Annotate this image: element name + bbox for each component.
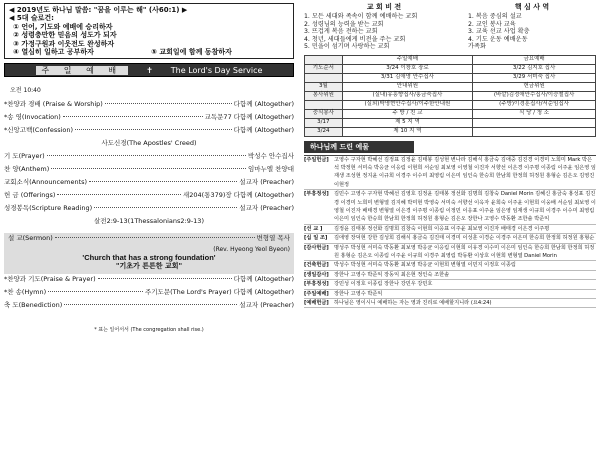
goal-item: ③ 가정구원과 이웃전도 완성하자 bbox=[13, 39, 115, 48]
goal-row bbox=[13, 23, 289, 31]
order-item-leader: 설교자 (Preacher) bbox=[239, 301, 294, 310]
cross-icon: ✝ bbox=[146, 65, 153, 75]
core-item: 4. 기도 운동 예배운동 bbox=[468, 35, 528, 43]
order-item-leader: 주기도문(The Lord's Prayer) 다함께 (Altogether) bbox=[144, 288, 294, 297]
goal-row bbox=[13, 40, 289, 48]
leader-dots bbox=[47, 155, 246, 156]
duty-cell: 기도순서 bbox=[305, 64, 343, 73]
offering-row bbox=[304, 271, 596, 280]
order-section-3 bbox=[4, 276, 294, 315]
standing-note: * 표는 일어서서 (The congregation shall rise.) bbox=[94, 327, 204, 334]
order-item bbox=[4, 205, 294, 218]
offering-category: [건축헌금] bbox=[304, 262, 329, 269]
core-item: 2. 교인 봉사 교육 bbox=[468, 20, 516, 28]
duty-cell bbox=[305, 55, 343, 64]
offering-row bbox=[304, 225, 596, 234]
preacher-name: 변형열 목사 bbox=[256, 233, 290, 242]
offering-list bbox=[304, 155, 596, 309]
duty-row bbox=[305, 100, 596, 109]
order-item-name: 헌 금 (Offerings) bbox=[4, 190, 56, 199]
offering-row bbox=[304, 261, 596, 270]
order-item-name: *신앙고백(Confession) bbox=[4, 125, 74, 134]
offering-names: 하나님은 영이시니 예배하는 자는 영과 진리로 예배할지니라 (요4:24) bbox=[334, 300, 492, 307]
core-ministry bbox=[468, 3, 596, 51]
church-vision bbox=[304, 3, 464, 51]
leader-dots bbox=[94, 207, 237, 208]
offering-row bbox=[304, 299, 596, 308]
leader-dots bbox=[63, 116, 203, 117]
order-item bbox=[4, 101, 294, 114]
sermon-title-en: 'Church that has a strong foundation' bbox=[82, 252, 216, 262]
order-item-leader: 박성수 안수집사 bbox=[247, 151, 294, 160]
order-section-2 bbox=[4, 153, 294, 218]
leader-dots bbox=[98, 278, 232, 279]
offering-category: [생일감사] bbox=[304, 271, 329, 278]
vision-item: 1. 모든 세대와 족속이 함께 예배하는 교회 bbox=[304, 13, 418, 21]
offering-names: 장한나 고영수 박준익 bbox=[334, 290, 383, 297]
leader-dots bbox=[105, 103, 232, 104]
offering-row bbox=[304, 290, 596, 299]
preacher-name-en: (Rev. Hyeong Yeol Byeon) bbox=[213, 245, 290, 253]
order-item bbox=[4, 192, 294, 205]
order-item-name: 찬 양(Anthem) bbox=[4, 164, 50, 173]
banner-english-title: The Lord's Day Service bbox=[170, 65, 263, 75]
duty-cell bbox=[305, 73, 343, 82]
order-item-name: *찬 송(Hymn) bbox=[4, 288, 47, 297]
order-item-name: 교회소식(Announcements) bbox=[4, 177, 88, 186]
order-item-name: 기 도(Prayer) bbox=[4, 151, 45, 160]
duty-cell: 3/17 bbox=[305, 118, 343, 127]
leader-dots bbox=[51, 168, 246, 169]
annual-theme-box bbox=[4, 3, 294, 59]
offering-names: 김정윤 김태봉 정선화 김명희 김창숙 이현희 이응표 이주윤 최보영 이진자 배태경 이은경 이주평 bbox=[334, 225, 550, 232]
worship-banner bbox=[4, 63, 294, 77]
goal-item: ⑤ 교회일에 함께 동참하자 bbox=[151, 47, 232, 56]
duty-cell: 3/22 김지호 집사 bbox=[473, 64, 596, 73]
duty-row bbox=[305, 91, 596, 100]
duty-row bbox=[305, 64, 596, 73]
order-item-name: *찬양과 경배 (Praise & Worship) bbox=[4, 99, 103, 108]
leader-dots bbox=[64, 304, 237, 305]
goal-item bbox=[151, 23, 289, 31]
duty-cell: 금요예배 bbox=[473, 55, 596, 64]
order-item-leader: 다함께 (Altogether) bbox=[233, 275, 294, 284]
order-item-leader: 교독문77 다함께 (Altogether) bbox=[204, 112, 294, 121]
offering-category: [주일헌금] bbox=[304, 156, 329, 163]
vision-item: 3. 뜨겁게 복음 전하는 교회 bbox=[304, 28, 378, 36]
order-item-name: 축 도(Benediction) bbox=[4, 301, 63, 310]
leader-dots bbox=[55, 237, 255, 238]
duty-cell: 3/29 서미숙 집사 bbox=[473, 73, 596, 82]
duty-cell: 3/24 이창호 장로 bbox=[342, 64, 472, 73]
duty-cell: 주일예배 bbox=[342, 55, 472, 64]
order-item-leader: 설교자 (Preacher) bbox=[239, 203, 294, 212]
offering-row bbox=[304, 244, 596, 262]
core-item: 3. 교육 선교 사업 확충 bbox=[468, 28, 530, 36]
vision-section bbox=[304, 3, 596, 51]
vision-list bbox=[304, 13, 464, 50]
duty-row bbox=[305, 55, 596, 64]
leader-dots bbox=[48, 291, 143, 292]
leader-dots bbox=[57, 194, 181, 195]
order-item-name: *찬양과 기도(Praise & Prayer) bbox=[4, 275, 96, 284]
goal-list bbox=[9, 23, 289, 57]
offering-names: 명성주 박성현 서미숙 박동환 최보영 박응균 이응림 이현희 이유경 이수미 이은미 임인숙 한승희 한남희 한정희 허정원 홍형순 김은오 이종림 이주윤 이규희 이경주 최영림 박동환 이상호 이현희 변형열 Daniel Morin bbox=[334, 244, 595, 260]
duty-cell: 3월 bbox=[305, 82, 343, 91]
duty-cell: 주 방 / 친 교 bbox=[342, 109, 472, 118]
offering-row bbox=[304, 156, 596, 191]
order-item bbox=[4, 127, 294, 140]
offering-category: [부흥정성] bbox=[304, 281, 329, 288]
order-section-1 bbox=[4, 101, 294, 140]
offering-names: 김민수 고영수 구자현 박혜선 김영호 김정윤 김태봉 정선화 김명희 김창숙 Daniel Morin 김혜신 홍금숙 홍성표 김진경 이경미 노희미 변형열 김지혜 박미현 박영숙 서미숙 서향선 이옥자 윤희숙 이주윤 이현희 이웅배 서순임 최보영 이영철 이진자 배태경 변형열 이은경 이주평 이종림 이정민 이응표 이주윤 임은영 임재생 이규희 이경주 이수미 최영림 이은미 임인숙 한승희 한남희 한정희 허정원 홍형순 김은오 장한나 고영수 박동환 조한솔 박준익 bbox=[334, 191, 596, 223]
year-theme: ◀ 2019년도 하나님 말씀: "꿈을 이루는 해" (사60:1) ▶ bbox=[9, 6, 188, 14]
offering-names: 장한나 고영수 박준익 장동익 최은현 정인숙 조한솔 bbox=[334, 271, 450, 278]
offering-category: [십 일 조] bbox=[304, 235, 328, 242]
order-item-name: 성경봉독(Scripture Reading) bbox=[4, 203, 93, 212]
sermon-label: 설 교(Sermon) bbox=[8, 233, 53, 242]
goal-item: ② 성령충만한 믿음의 성도가 되자 bbox=[13, 31, 117, 40]
goal-item: ① 언어, 기도와 예배에 승리하자 bbox=[13, 22, 113, 31]
core-item: 가족화 bbox=[468, 43, 486, 51]
duty-cell: 봉사위원 bbox=[305, 91, 343, 100]
order-item bbox=[4, 166, 294, 179]
sermon-box bbox=[4, 233, 294, 275]
duty-cell: 3/24 bbox=[305, 127, 343, 136]
offering-row bbox=[304, 190, 596, 225]
scripture-reference: 살전2:9-13(1Thessalonians2:9-13) bbox=[94, 216, 204, 225]
duty-cell bbox=[473, 118, 596, 127]
duty-cell: 식 당 / 청 소 bbox=[473, 109, 596, 118]
sermon-title-ko: "기초가 튼튼한 교회" bbox=[115, 261, 183, 270]
offering-names: 김애영 장덕현 강한 김성희 김해식 홍금숙 김진태 이경미 이성훈 이경순 이경주 이은미 한승희 한정희 허정원 홍형순 bbox=[334, 235, 595, 242]
goal-row bbox=[13, 31, 289, 39]
offering-row bbox=[304, 280, 596, 289]
offering-category: [선 교 ] bbox=[304, 225, 323, 232]
goals-title: ◀ 5대 슬로건: bbox=[9, 14, 54, 23]
duty-cell: 안내위원 bbox=[342, 82, 472, 91]
duty-cell: 제 5 지 역 bbox=[342, 118, 472, 127]
duty-cell bbox=[473, 127, 596, 136]
duty-cell: 제 10 지 역 bbox=[342, 127, 472, 136]
duty-table bbox=[304, 55, 596, 137]
goal-item bbox=[151, 40, 289, 48]
duty-cell: (실내)유흥향집사/홍금숙집사 bbox=[342, 91, 472, 100]
vision-item: 5. 민을이 섬기며 사랑하는 교회 bbox=[304, 43, 390, 51]
core-list bbox=[468, 13, 596, 50]
core-title: 핵 심 사 역 bbox=[514, 3, 550, 11]
order-item-leader: 다함께 (Altogether) bbox=[233, 125, 294, 134]
offering-row bbox=[304, 234, 596, 243]
goal-item: ④ 열심히 일하고 공부하자 bbox=[13, 47, 94, 56]
order-item bbox=[4, 114, 294, 127]
goal-item bbox=[151, 31, 289, 39]
service-time: 오전 10:40 bbox=[10, 87, 41, 95]
offering-names: 박성수 박성현 서미숙 박동환 최보영 박응균 이현희 변형열 이민지 이정호 이종림 bbox=[334, 262, 516, 269]
core-item: 1. 복음 중심의 설교 bbox=[468, 13, 522, 21]
offering-names: 고영수 구자현 박혜선 김정표 김정윤 김태봉 김성현 변나라 김해식 홍금숙 김애중 김진경 이경미 노희미 Mark 박은석 박정현 서미숙 박응균 이응림 이현희 서순임 최보영 이영철 이진자 서향선 이은경 이주평 이종림 이주윤 임은영 임재생 조성현 정지윤 이규희 이경주 이수미 최영림 이은미 임인숙 한승희 한남희 한정희 허정원 홍형순 김은오 김영진 이현정 bbox=[334, 156, 596, 188]
duty-row bbox=[305, 109, 596, 118]
duty-cell: 3/31 김애영 안수집사 bbox=[342, 73, 472, 82]
offering-category: [예배헌금] bbox=[304, 300, 329, 307]
worship-order-column bbox=[0, 0, 298, 336]
goal-row bbox=[13, 48, 289, 56]
order-item bbox=[4, 302, 294, 315]
order-item-leader: 다함께 (Altogether) bbox=[233, 99, 294, 108]
duty-row bbox=[305, 127, 596, 136]
duty-row bbox=[305, 73, 596, 82]
duty-row bbox=[305, 118, 596, 127]
vision-item: 4. 청년, 세대들에게 비전을 주는 교회 bbox=[304, 35, 406, 43]
leader-dots bbox=[89, 181, 237, 182]
banner-korean-title: 주 일 예 배 bbox=[36, 66, 129, 76]
order-item-leader: 임마누엘 찬양대 bbox=[247, 164, 294, 173]
order-item bbox=[4, 179, 294, 192]
offering-names: 강민성 이정호 이종림 장한나 강민우 강민호 bbox=[334, 281, 433, 288]
order-item-leader: 새204(통379)장 다함께 (Altogether) bbox=[182, 190, 294, 199]
duty-cell: 헌금위원 bbox=[473, 82, 596, 91]
vision-item: 2. 성령님의 능력을 받는 교회 bbox=[304, 20, 384, 28]
church-info-column bbox=[300, 0, 600, 311]
duty-cell: (주방)이경훈집사/서순임집사 bbox=[473, 100, 596, 109]
duty-row bbox=[305, 82, 596, 91]
duty-cell: (실외)박명현안수집사/이주한안내원 bbox=[342, 100, 472, 109]
offering-category: [주일예배] bbox=[304, 290, 329, 297]
vision-title: 교 회 비 전 bbox=[366, 3, 402, 11]
offering-heading: 하나님께 드린 예물 bbox=[304, 141, 414, 153]
order-item-leader: 설교자 (Preacher) bbox=[239, 177, 294, 186]
duty-cell bbox=[305, 100, 343, 109]
creed-title: 사도신경(The Apostles' Creed) bbox=[101, 138, 197, 147]
order-item-name: *송 영(Invocation) bbox=[4, 112, 61, 121]
sermon-line bbox=[8, 235, 290, 246]
order-item bbox=[4, 153, 294, 166]
offering-category: [감사헌금] bbox=[304, 244, 329, 251]
duty-cell: (바깥)김정애안수집사/이승철집사 bbox=[473, 91, 596, 100]
offering-category: [부흥정성] bbox=[304, 191, 329, 198]
duty-cell: 중식봉사 bbox=[305, 109, 343, 118]
leader-dots bbox=[75, 129, 232, 130]
